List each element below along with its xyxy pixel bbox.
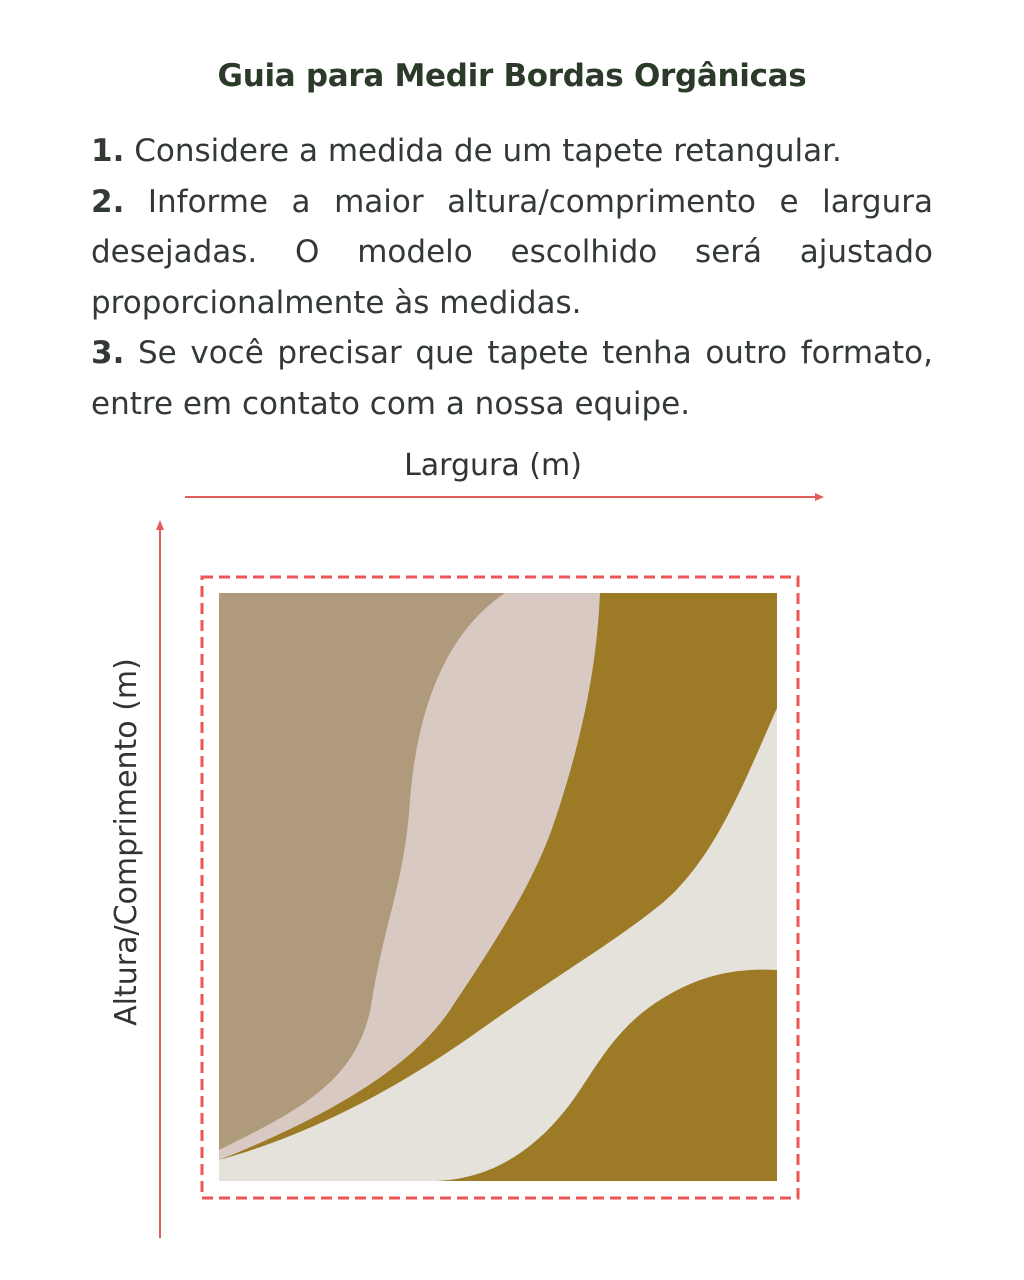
- step-number: 1.: [91, 133, 125, 169]
- page-title: Guia para Medir Bordas Orgânicas: [217, 58, 807, 94]
- width-arrow-head: [815, 493, 824, 501]
- step-text: Considere a medida de um tapete retangular.: [124, 133, 842, 169]
- width-label: Largura (m): [404, 448, 582, 483]
- height-arrow-head: [156, 520, 164, 530]
- step-text: Se você precisar que tapete tenha outro formato, entre em contato com a nossa equipe.: [91, 335, 933, 422]
- rug-illustration: [219, 593, 777, 1181]
- height-label: Altura/Comprimento (m): [109, 658, 144, 1026]
- step-number: 2.: [91, 183, 125, 220]
- step-number: 3.: [91, 335, 125, 371]
- step-text: Informe a maior altura/comprimento e largura desejadas. O modelo escolhido será ajustado proporcionalmente às medidas.: [91, 183, 933, 321]
